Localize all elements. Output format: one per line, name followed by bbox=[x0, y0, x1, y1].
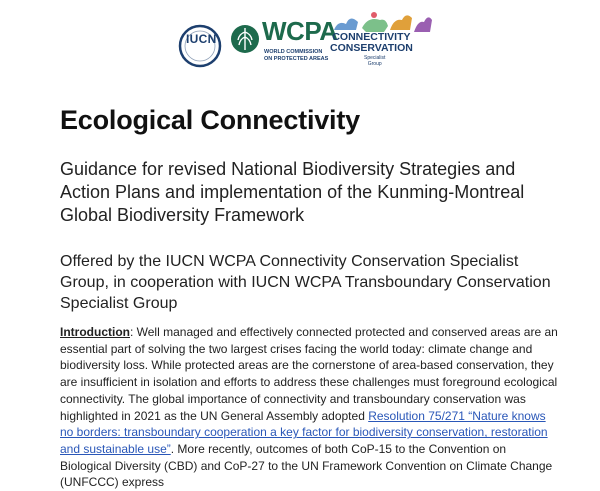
document-subtitle: Guidance for revised National Biodiversity Strategies and Action Plans and implementation of the Kunming-Montreal Global Biodiversity Framework bbox=[60, 159, 525, 225]
wcpa-subtitle-line1: WORLD COMMISSION bbox=[264, 49, 323, 55]
wcpa-subtitle bbox=[264, 49, 328, 62]
iucn-logo-text: IUCN bbox=[186, 32, 217, 46]
wcpa-emblem-icon bbox=[230, 22, 260, 56]
iucn-logo-icon bbox=[178, 24, 222, 68]
wcpa-subtitle-line2: ON PROTECTED AREAS bbox=[264, 55, 329, 62]
introduction-heading: Introduction bbox=[60, 325, 130, 339]
resolution-link[interactable]: Resolution 75/271 “Nature knows no borders: transboundary cooperation a key factor for biodiversity conservation, restoration and sustainable use” bbox=[60, 408, 548, 456]
wcpa-logo-text: WCPA bbox=[262, 16, 338, 46]
cc-logo-line1: CONNECTIVITY bbox=[332, 31, 411, 43]
intro-text-part1: : Well managed and effectively connected protected and conserved areas are an essential part of solving the two largest crises facing the world today: climate change and biodiversity loss. While protected areas are the cornerstone of area-based conservation, they are insufficient in isolation and efforts to address these challenges must foreground ecological connectivity. The global importance of connectivity and transboundary conservation was highlighted in 2021 as the UN General Assembly adopted bbox=[60, 325, 558, 423]
cc-logo-text bbox=[330, 32, 413, 54]
cc-logo-subtitle bbox=[364, 56, 385, 67]
intro-text-part2: . More recently, outcomes of both CoP-15 to the Convention on Biological Diversity (CBD) and CoP-27 to the UN Framework Convention on Climate Change (UNFCCC) express bbox=[60, 441, 553, 490]
cc-logo-line3: Specialist bbox=[364, 55, 386, 61]
cc-logo-line2: CONSERVATION bbox=[330, 42, 413, 54]
introduction-paragraph bbox=[60, 324, 560, 491]
logo-bar bbox=[178, 10, 438, 80]
cc-logo-line4: Group bbox=[367, 60, 382, 67]
page-title: Ecological Connectivity bbox=[60, 105, 360, 135]
offered-by-text: Offered by the IUCN WCPA Connectivity Conservation Specialist Group, in cooperation with IUCN WCPA Transboundary Conservation Specialist Group bbox=[60, 253, 551, 312]
